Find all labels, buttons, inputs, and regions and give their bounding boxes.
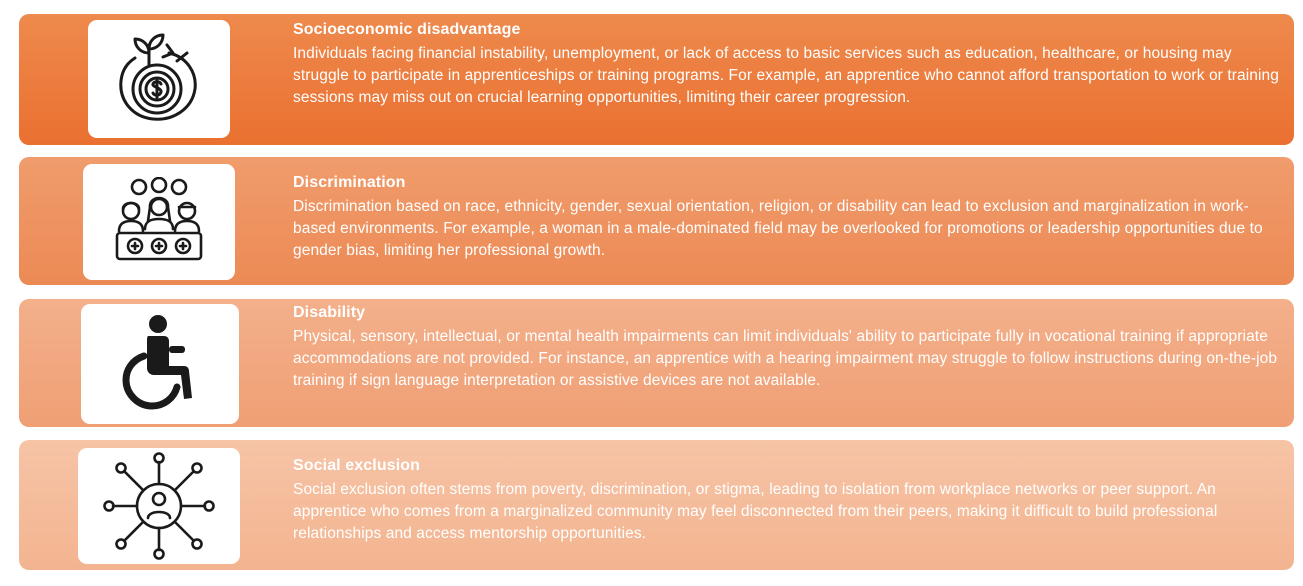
icon-card xyxy=(88,20,230,138)
item-disability xyxy=(19,299,1294,427)
item-socioeconomic-disadvantage xyxy=(19,14,1294,145)
icon-card xyxy=(78,448,240,564)
item-title: Discrimination xyxy=(293,174,406,191)
item-discrimination xyxy=(19,157,1294,285)
money-growth-icon xyxy=(111,31,207,127)
icon-card xyxy=(83,164,235,280)
item-text xyxy=(293,303,1282,392)
item-text xyxy=(293,173,1282,262)
item-description: Discrimination based on race, ethnicity, gender, sexual orientation, religion, or disability can lead to exclusion and marginalization in work-based environments. For example, a woman in a male-dominated field may be overlooked for promotions or leadership opportunities due to gender bias, limiting her professional growth. xyxy=(293,198,1263,259)
item-text xyxy=(293,20,1282,109)
wheelchair-icon xyxy=(120,314,200,414)
item-title: Disability xyxy=(293,304,366,321)
item-title: Social exclusion xyxy=(293,457,420,474)
item-description: Physical, sensory, intellectual, or mental health impairments can limit individuals' ability to participate fully in vocational training if appropriate accommodations are not provided. For instance, an apprentice with a hearing impairment may struggle to follow instructions during on-the-job training if sign language interpretation or assistive devices are not available. xyxy=(293,328,1278,389)
item-description: Social exclusion often stems from poverty, discrimination, or stigma, leading to isolation from workplace networks or peer support. An apprentice who comes from a marginalized community may feel disconnected from their peers, making it difficult to build professional relationships and access mentorship opportunities. xyxy=(293,481,1218,542)
item-text xyxy=(293,456,1282,545)
icon-card xyxy=(81,304,239,424)
diverse-group-icon xyxy=(113,177,205,267)
network-person-icon xyxy=(103,452,215,560)
item-title: Socioeconomic disadvantage xyxy=(293,21,521,38)
item-social-exclusion xyxy=(19,440,1294,570)
item-description: Individuals facing financial instability, unemployment, or lack of access to basic services such as education, healthcare, or housing may struggle to participate in apprenticeships or training programs. For example, an apprentice who cannot afford transportation to work or training sessions may miss out on crucial learning opportunities, limiting their career progression. xyxy=(293,45,1279,106)
